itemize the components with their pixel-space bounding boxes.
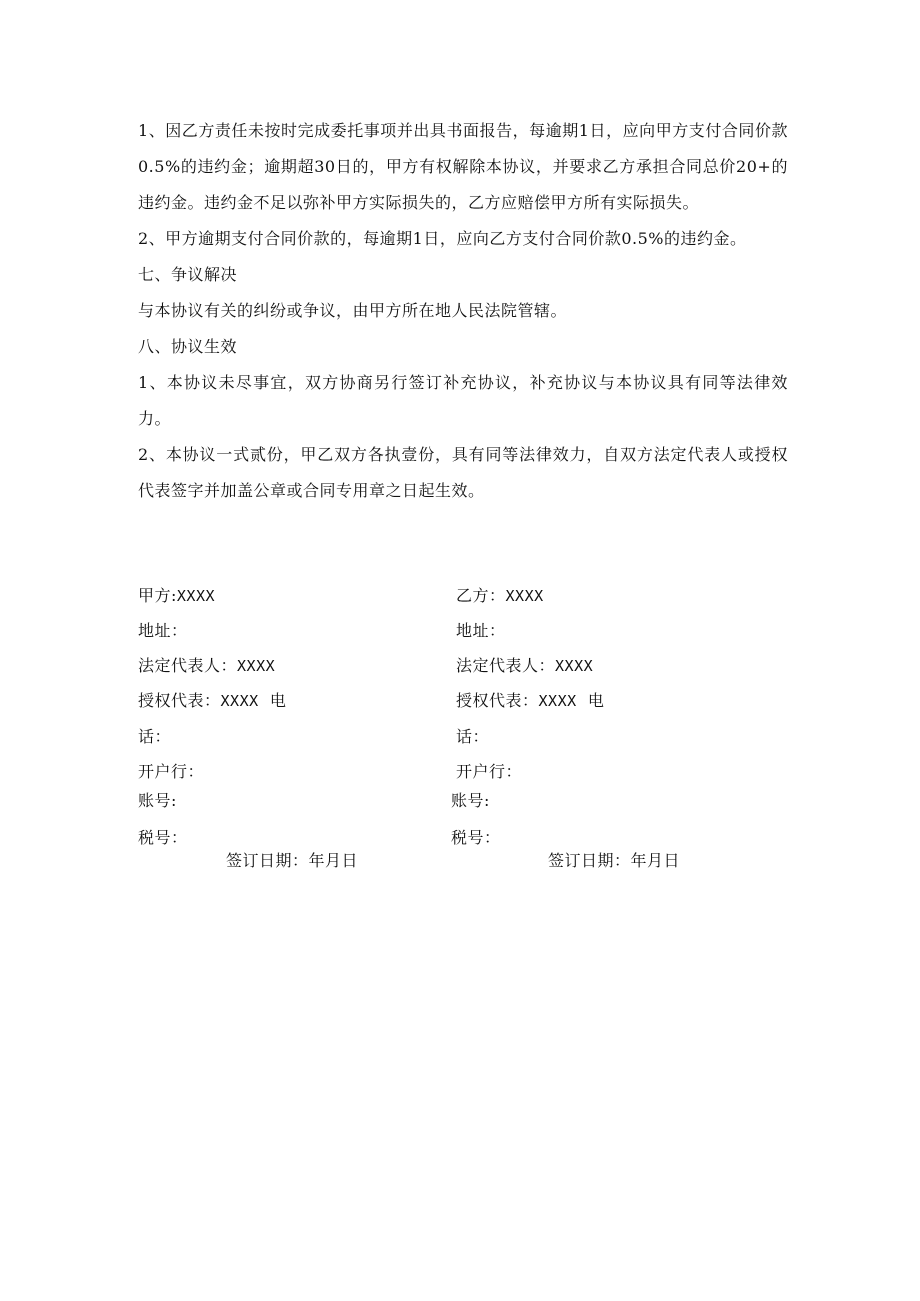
party-b-auth-rep-label: 授权代表： — [456, 691, 539, 710]
party-b-name-value: XXXX — [505, 587, 544, 605]
section-7-text: 与本协议有关的纠纷或争议，由甲方所在地人民法院管辖。 — [138, 301, 568, 320]
section-8-title: 八、协议生效 — [138, 337, 238, 356]
effect-clause-1: 1、本协议未尽事宜，双方协商另行签订补充协议，补充协议与本协议具有同等法律效力。 — [138, 373, 788, 428]
party-a-address-label: 地址： — [138, 621, 188, 640]
party-a-name — [138, 584, 215, 608]
party-a-phone-label-part1: 电 — [269, 691, 287, 710]
party-a-legal-rep-value: XXXX — [237, 657, 276, 675]
effect-clause-2: 2、本协议一式贰份，甲乙双方各执壹份，具有同等法律效力，自双方法定代表人或授权代表签字并加盖公章或合同专用章之日起生效。 — [138, 445, 788, 500]
party-a-legal-rep-label: 法定代表人： — [138, 656, 238, 675]
party-a-phone-label-part2: 话： — [138, 727, 172, 746]
party-a-tax-label: 税号： — [138, 828, 188, 847]
party-b-legal-rep — [456, 654, 593, 678]
party-a-legal-rep — [138, 654, 275, 678]
party-b-auth-rep-value: XXXX — [538, 692, 577, 710]
party-b-name — [456, 584, 544, 608]
party-b-auth-rep — [456, 689, 604, 713]
breach-clause-1: 1、因乙方责任未按时完成委托事项并出具书面报告，每逾期1日，应向甲方支付合同价款0.5%的违约金；逾期超30日的，甲方有权解除本协议，并要求乙方承担合同总价20+的违约金。违约金不足以弥补甲方实际损失的，乙方应赔偿甲方所有实际损失。 — [138, 121, 788, 212]
party-b-legal-rep-label: 法定代表人： — [456, 656, 556, 675]
party-b-phone-label-part2: 话： — [456, 727, 490, 746]
party-a-name-label: 甲方: — [138, 586, 177, 605]
party-b-phone-label-part1: 电 — [587, 691, 605, 710]
party-b-bank-label: 开户行： — [456, 762, 523, 781]
party-a-auth-rep-label: 授权代表： — [138, 691, 221, 710]
party-b-name-label: 乙方： — [456, 586, 506, 605]
party-a-account-label: 账号: — [138, 791, 177, 810]
party-a-sign-date: 签订日期：年月日 — [226, 851, 359, 870]
party-a-bank-label: 开户行： — [138, 762, 205, 781]
party-b-account-label: 账号: — [451, 791, 490, 810]
breach-clause-2: 2、甲方逾期支付合同价款的，每逾期1日，应向乙方支付合同价款0.5%的违约金。 — [138, 229, 747, 248]
party-b-legal-rep-value: XXXX — [555, 657, 594, 675]
party-a-auth-rep — [138, 689, 286, 713]
party-a-auth-rep-value: XXXX — [220, 692, 259, 710]
section-7-title: 七、争议解决 — [138, 265, 238, 284]
party-b-tax-label: 税号： — [451, 828, 501, 847]
party-a-name-value: XXXX — [176, 587, 216, 605]
party-b-sign-date: 签订日期：年月日 — [548, 851, 681, 870]
party-b-address-label: 地址： — [456, 621, 506, 640]
